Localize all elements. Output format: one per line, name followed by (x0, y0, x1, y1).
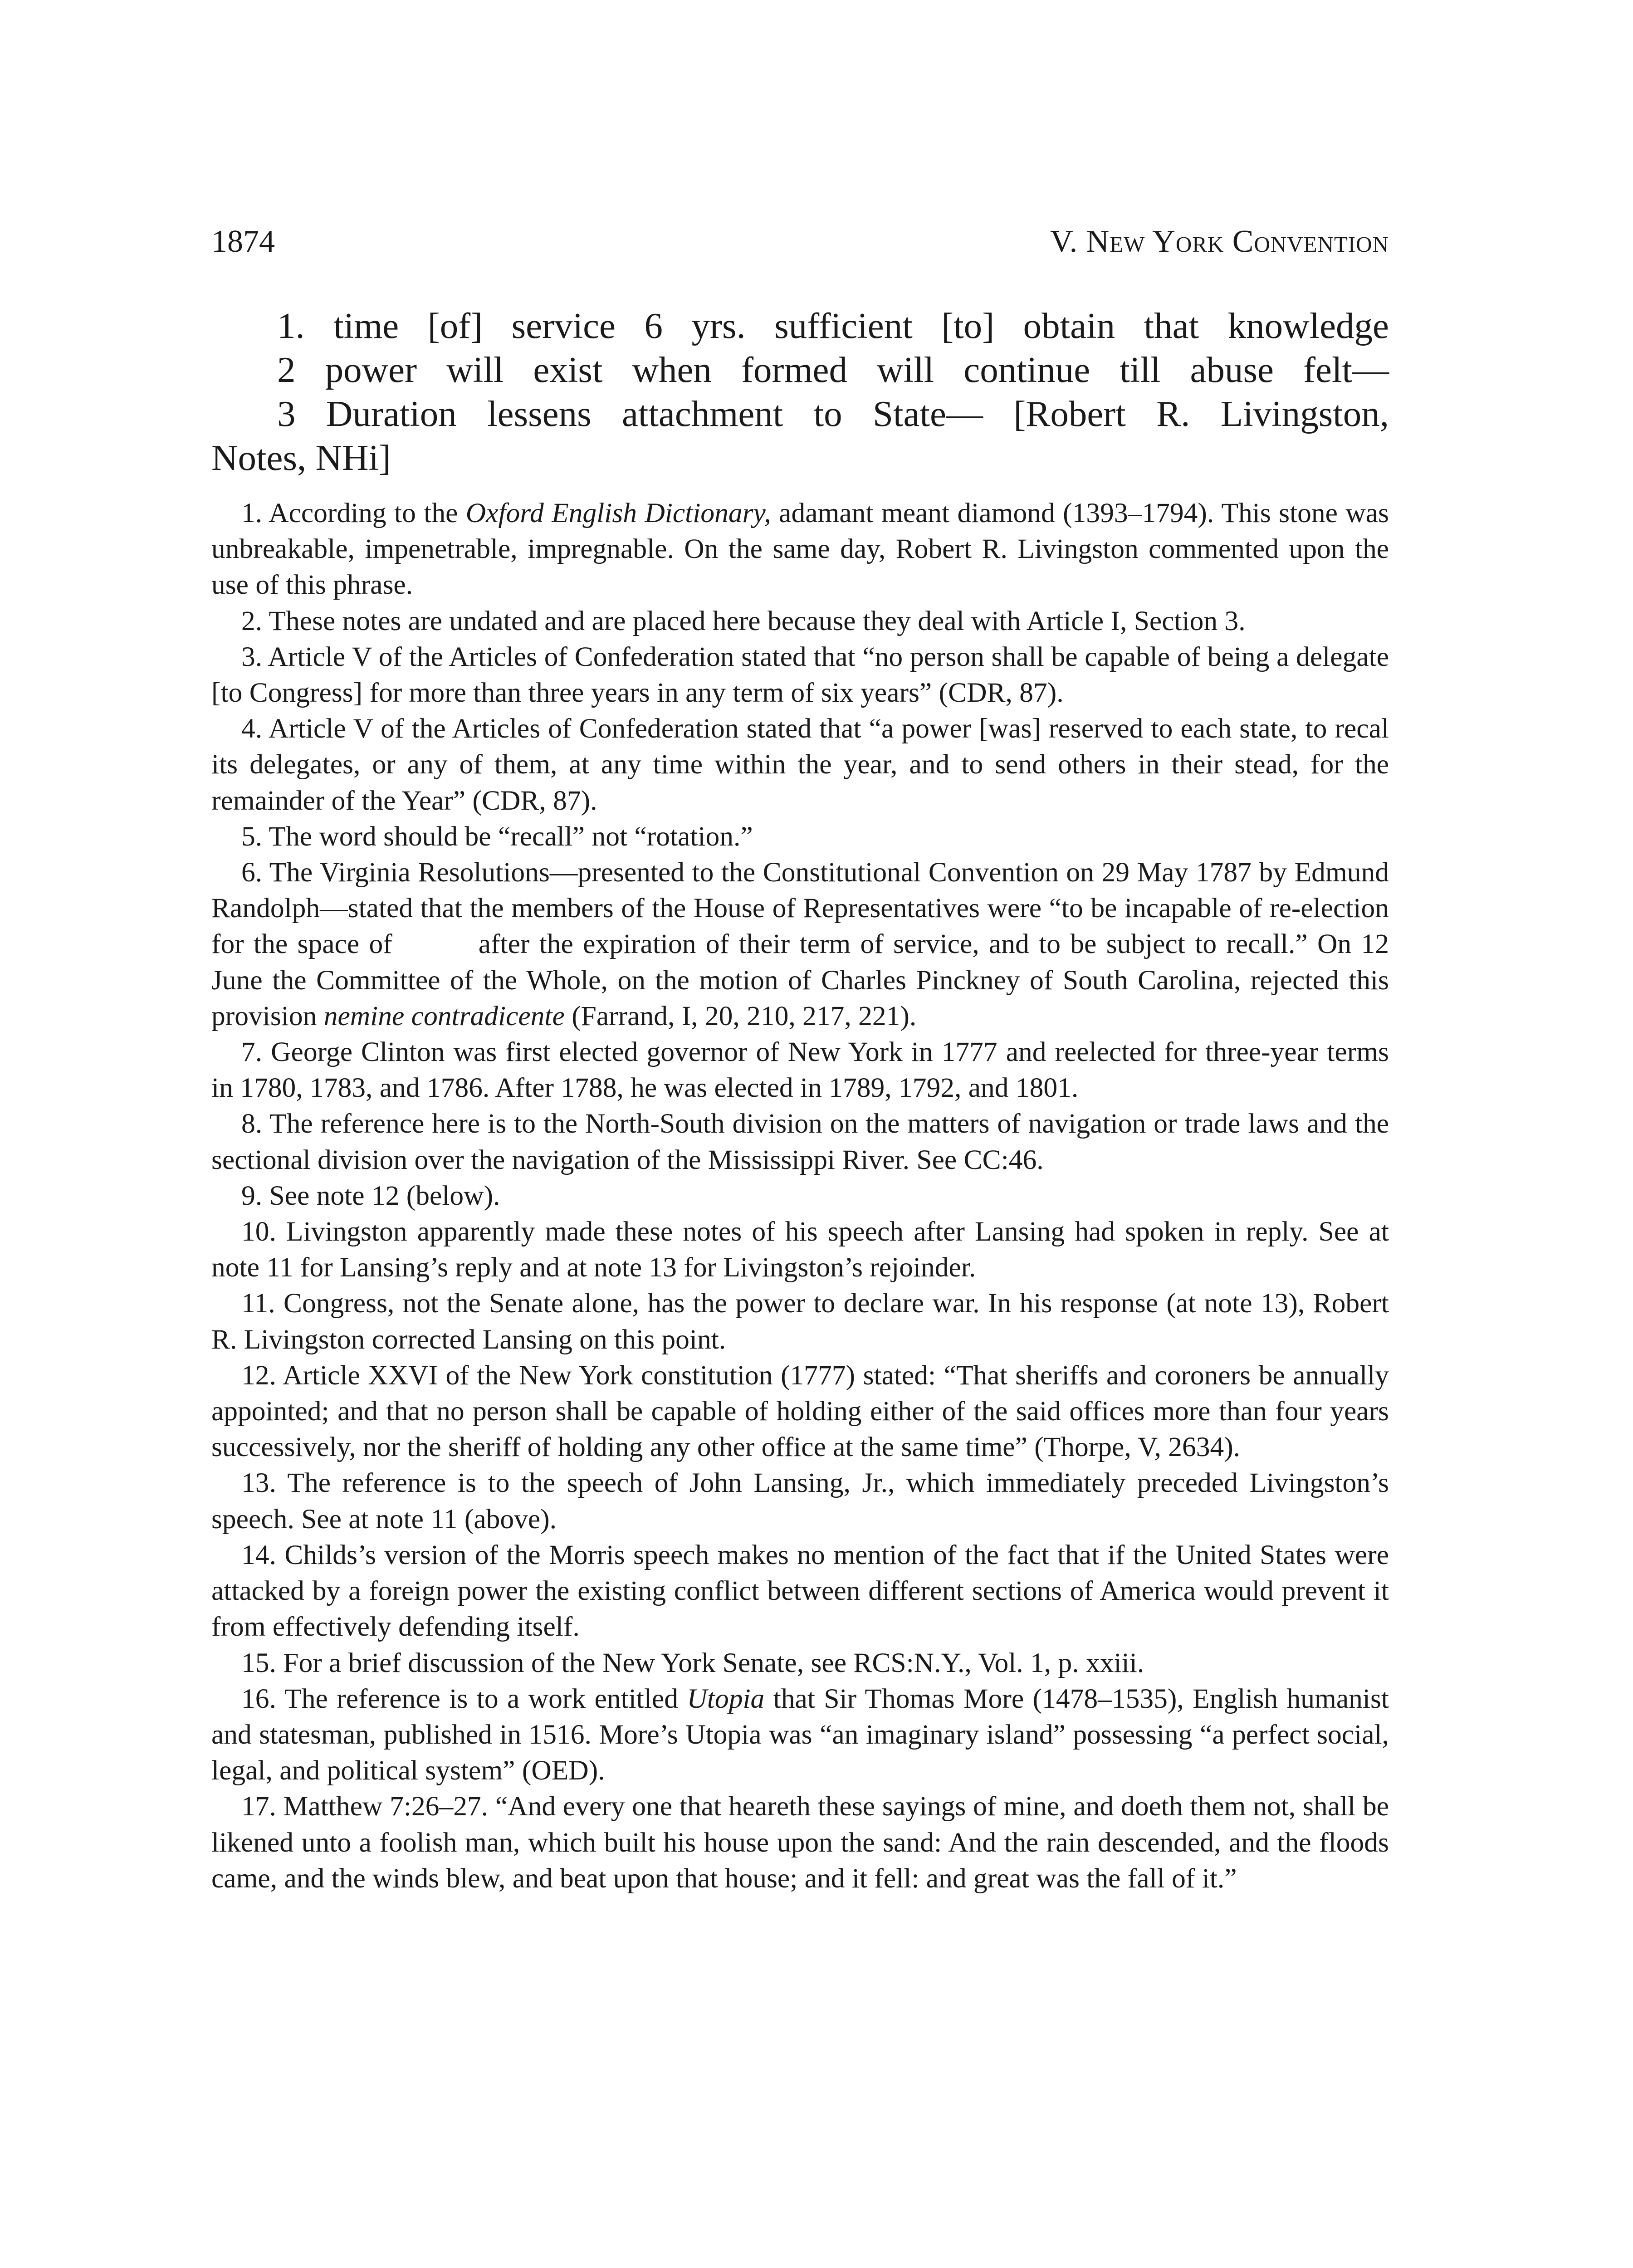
footnote-8: 8. The reference here is to the North-South division on the matters of navigation or trade laws and the sectional division over the navigation of the Mississippi River. See CC:46. (211, 1108, 1389, 1175)
footnote-16-text: 16. The reference is to a work entitled (241, 1683, 687, 1714)
footnote-1-text-end: adamant meant diamond (1393–1794). This stone was unbreakable, impenetrable, impregnable. On the same day, Robert R. Livingston commented upon the use of this phrase. (211, 498, 1389, 601)
page-number: 1874 (211, 224, 275, 259)
page-header (211, 221, 1389, 262)
footnote-9: 9. See note 12 (below). (241, 1180, 500, 1211)
footnote-2: 2. These notes are undated and are placed here because they deal with Article I, Section 3. (241, 605, 1246, 636)
footnote-5: 5. The word should be “recall” not “rotation.” (241, 821, 753, 852)
footnote-15: 15. For a brief discussion of the New York Senate, see RCS:N.Y., Vol. 1, p. xxiii. (241, 1647, 1144, 1678)
footnote-13: 13. The reference is to the speech of John Lansing, Jr., which immediately preceded Livingston’s speech. See at note 11 (above). (211, 1467, 1389, 1535)
footnote-4: 4. Article V of the Articles of Confederation stated that “a power [was] reserved to each state, to recal its delegates, or any of them, at any time within the year, and to send others in their stead, for the remainder of the Year” (CDR, 87). (211, 713, 1389, 816)
footnote-17: 17. Matthew 7:26–27. “And every one that heareth these sayings of mine, and doeth them not, shall be likened unto a foolish man, which built his house upon the sand: And the rain descended, and the floods came, and the winds blew, and beat upon that house; and it fell: and great was the fall of it.” (211, 1791, 1389, 1894)
footnote-7: 7. George Clinton was first elected governor of New York in 1777 and reelected for three-year terms in 1780, 1783, and 1786. After 1788, he was elected in 1789, 1792, and 1801. (211, 1036, 1389, 1104)
footnote-14: 14. Childs’s version of the Morris speech makes no mention of the fact that if the United States were attacked by a foreign power the existing conflict between different sections of America would prevent it from effectively defending itself. (211, 1539, 1389, 1642)
footnote-1-text: 1. According to the (241, 498, 466, 528)
footnote-10: 10. Livingston apparently made these notes of his speech after Lansing had spoken in reply. See at note 11 for Lansing’s reply and at note 13 for Livingston’s rejoinder. (211, 1216, 1389, 1283)
footnote-3: 3. Article V of the Articles of Confederation stated that “no person shall be capable of being a delegate [to Congress] for more than three years in any term of six years” (CDR, 87). (211, 641, 1389, 709)
notes-line-1: 1. time [of] service 6 yrs. sufficient [to] obtain that knowledge (277, 305, 1389, 346)
livingston-notes (211, 304, 1389, 480)
footnote-6-text-end: (Farrand, I, 20, 210, 217, 221). (564, 1000, 917, 1031)
footnote-11: 11. Congress, not the Senate alone, has the power to declare war. In his response (at note 13), Robert R. Livingston corrected Lansing on this point. (211, 1288, 1389, 1355)
notes-line-3: 3 Duration lessens attachment to State— [Robert R. Livingston, (277, 393, 1389, 434)
footnote-1-italic: Oxford English Dictionary, (465, 498, 771, 528)
footnote-6 (211, 855, 1389, 1034)
footnote-16-italic: Utopia (687, 1683, 765, 1714)
footnotes (211, 495, 1389, 1897)
notes-line-2: 2 power will exist when formed will continue till abuse felt— (277, 349, 1389, 390)
footnote-6-text: 6. The Virginia Resolutions—presented to the Constitutional Convention on 29 May 1787 by Edmund Randolph—stated that the members of the House of Representatives were “to be incapable of re-election for the space of (211, 857, 1389, 960)
notes-line-4: Notes, NHi] (211, 437, 391, 478)
footnote-6-italic: nemine contradicente (323, 1000, 565, 1031)
running-head: V. New York Convention (1050, 224, 1389, 259)
footnote-1 (211, 495, 1389, 603)
footnote-16-text-end: that Sir Thomas More (1478–1535), English humanist and statesman, published in 1516. More’s Utopia was “an imaginary island” possessing “a perfect social, legal, and political system” (OED). (211, 1683, 1389, 1786)
footnote-6-text-mid: after the expiration of their term of service, and to be subject to recall.” On 12 June the Committee of the Whole, on the motion of Charles Pinckney of South Carolina, rejected this provision (211, 929, 1389, 1031)
footnote-16 (211, 1681, 1389, 1789)
footnote-12: 12. Article XXVI of the New York constitution (1777) stated: “That sheriffs and coroners be annually appointed; and that no person shall be capable of holding either of the said offices more than four years successively, nor the sheriff of holding any other office at the same time” (Thorpe, V, 2634). (211, 1359, 1389, 1463)
